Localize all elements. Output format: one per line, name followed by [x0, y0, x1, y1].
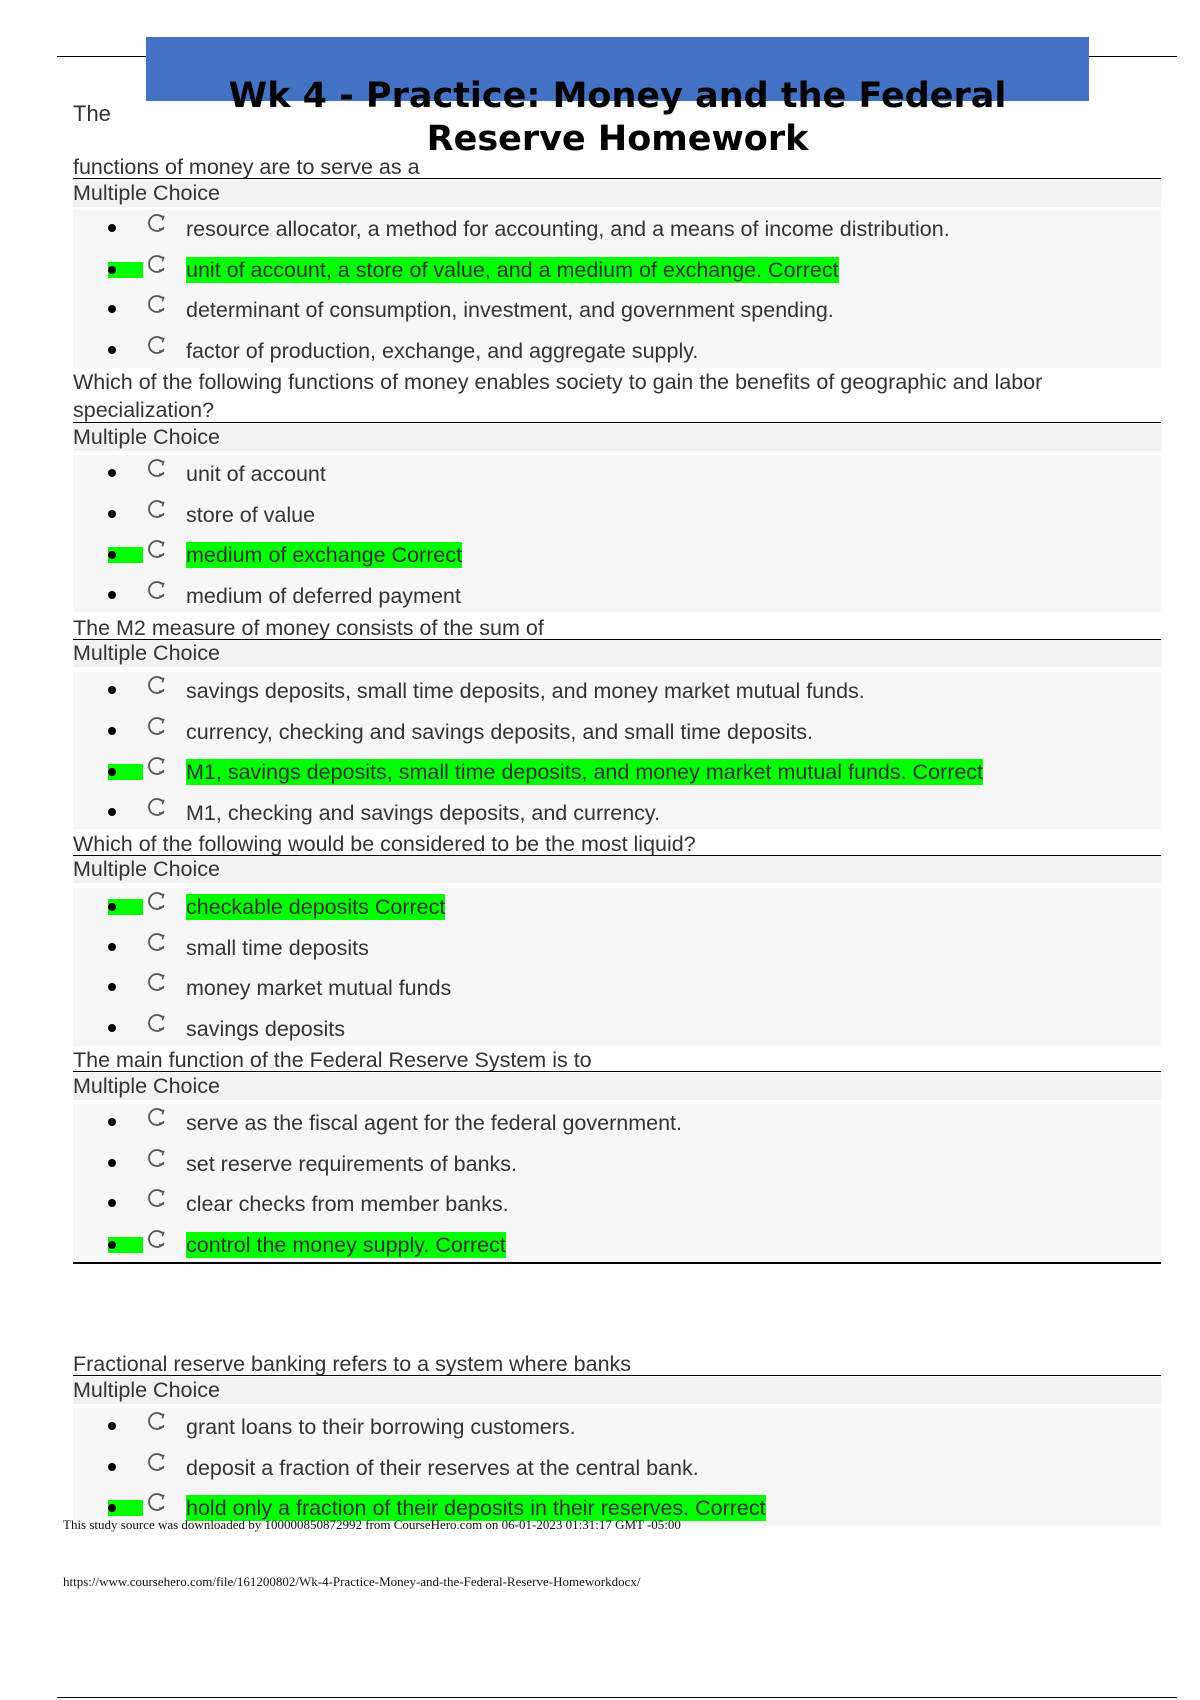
- choice-option[interactable]: [73, 577, 1161, 618]
- choice-option[interactable]: [73, 1185, 1161, 1226]
- choice-option[interactable]: [73, 291, 1161, 332]
- correct-choice-label: medium of exchange Correct: [186, 543, 463, 567]
- radio-refresh-icon[interactable]: [147, 1491, 169, 1513]
- bullet-icon: [108, 903, 116, 911]
- bullet-icon: [108, 808, 116, 816]
- bottom-page-rule: [57, 1697, 1177, 1698]
- correct-choice-label: M1, savings deposits, small time deposits, and money market mutual funds. Correct: [186, 760, 984, 784]
- choice-label: money market mutual funds: [186, 976, 452, 1000]
- choice-option[interactable]: [73, 536, 1161, 577]
- radio-refresh-icon[interactable]: [147, 1106, 169, 1128]
- bullet-icon: [108, 469, 116, 477]
- page-title-line-2: Reserve Homework: [426, 119, 809, 159]
- choice-option[interactable]: [73, 1226, 1161, 1267]
- bullet-icon: [108, 305, 116, 313]
- choice-option[interactable]: [73, 929, 1161, 970]
- choice-option[interactable]: [73, 1408, 1161, 1449]
- radio-refresh-icon[interactable]: [147, 1451, 169, 1473]
- choice-option[interactable]: [73, 1104, 1161, 1145]
- radio-refresh-icon[interactable]: [147, 1187, 169, 1209]
- question-2-text: Which of the following functions of money enables society to gain the benefits of geographic and labor specialization?: [73, 368, 1161, 423]
- choice-label: M1, checking and savings deposits, and currency.: [186, 800, 661, 825]
- choice-option[interactable]: [73, 1449, 1161, 1490]
- choice-option[interactable]: [73, 1145, 1161, 1186]
- question-6-text: Fractional reserve banking refers to a system where banks: [73, 1350, 1161, 1376]
- bullet-icon: [108, 1199, 116, 1207]
- choice-option[interactable]: [73, 210, 1161, 251]
- intro-word: The: [73, 101, 111, 126]
- bullet-icon: [108, 510, 116, 518]
- radio-refresh-icon[interactable]: [147, 1410, 169, 1432]
- bullet-icon: [108, 591, 116, 599]
- bullet-icon: [108, 686, 116, 694]
- question-5-text: The main function of the Federal Reserve System is to: [73, 1046, 1161, 1072]
- radio-refresh-icon[interactable]: [147, 253, 169, 275]
- choice-label: store of value: [186, 502, 316, 527]
- radio-refresh-icon[interactable]: [147, 715, 169, 737]
- question-6-choices: [73, 1408, 1161, 1526]
- question-2-type-label: Multiple Choice: [73, 424, 1161, 451]
- choice-label: factor of production, exchange, and aggregate supply.: [186, 338, 699, 363]
- choice-option[interactable]: [73, 713, 1161, 754]
- radio-refresh-icon[interactable]: [147, 931, 169, 953]
- bullet-icon: [108, 266, 116, 274]
- choice-label: set reserve requirements of banks.: [186, 1151, 518, 1176]
- question-5-type-label: Multiple Choice: [73, 1073, 1161, 1100]
- bullet-icon: [108, 727, 116, 735]
- choice-label: determinant of consumption, investment, and government spending.: [186, 298, 834, 322]
- question-5-bottom-rule: [73, 1262, 1161, 1264]
- choice-option[interactable]: [73, 332, 1161, 373]
- choice-option[interactable]: [73, 251, 1161, 292]
- choice-option[interactable]: [73, 969, 1161, 1010]
- choice-label: clear checks from member banks.: [186, 1192, 509, 1216]
- question-6-type-label: Multiple Choice: [73, 1377, 1161, 1404]
- radio-refresh-icon[interactable]: [147, 457, 169, 479]
- bullet-icon: [108, 1422, 116, 1430]
- radio-refresh-icon[interactable]: [147, 212, 169, 234]
- question-5-choices: [73, 1104, 1161, 1262]
- page-title: [146, 75, 1089, 161]
- bullet-highlight: [108, 262, 143, 278]
- bullet-icon: [108, 551, 116, 559]
- radio-refresh-icon[interactable]: [147, 498, 169, 520]
- radio-refresh-icon[interactable]: [147, 796, 169, 818]
- question-4-type-label: Multiple Choice: [73, 856, 1161, 883]
- bullet-icon: [108, 1463, 116, 1471]
- bullet-highlight: [108, 764, 143, 780]
- choice-label: small time deposits: [186, 935, 369, 960]
- correct-choice-label: checkable deposits Correct: [186, 895, 446, 919]
- question-1-type-label: Multiple Choice: [73, 180, 1161, 207]
- footer-url: https://www.coursehero.com/file/161200802/Wk-4-Practice-Money-and-the-Federal-Reserve-Homeworkdocx/: [63, 1574, 641, 1589]
- correct-choice-label: hold only a fraction of their deposits in their reserves. Correct: [186, 1496, 766, 1520]
- bullet-icon: [108, 224, 116, 232]
- question-3-type-label: Multiple Choice: [73, 640, 1161, 667]
- choice-option[interactable]: [73, 496, 1161, 537]
- question-4-text: Which of the following would be considered to be the most liquid?: [73, 830, 1161, 856]
- correct-choice-label: unit of account, a store of value, and a medium of exchange. Correct: [186, 257, 839, 282]
- correct-choice-label: control the money supply. Correct: [186, 1232, 506, 1257]
- radio-refresh-icon[interactable]: [147, 971, 169, 993]
- bullet-icon: [108, 943, 116, 951]
- choice-label: resource allocator, a method for accounting, and a means of income distribution.: [186, 217, 950, 241]
- footer-source-line: This study source was downloaded by 100000850872992 from CourseHero.com on 06-01-2023 01:31:17 GMT -05:00: [63, 1517, 681, 1532]
- bullet-icon: [108, 346, 116, 354]
- page-title-line-1: Wk 4 - Practice: Money and the Federal: [228, 76, 1007, 116]
- bullet-icon: [108, 1504, 116, 1512]
- choice-option[interactable]: [73, 1010, 1161, 1051]
- question-3-choices: [73, 672, 1161, 829]
- choice-option[interactable]: [73, 672, 1161, 713]
- radio-refresh-icon[interactable]: [147, 755, 169, 777]
- choice-label: currency, checking and savings deposits, and small time deposits.: [186, 719, 813, 744]
- bullet-icon: [108, 983, 116, 991]
- bullet-highlight: [108, 547, 143, 563]
- choice-option[interactable]: [73, 888, 1161, 929]
- question-3-text: The M2 measure of money consists of the sum of: [73, 614, 1161, 640]
- radio-refresh-icon[interactable]: [147, 890, 169, 912]
- question-2-choices: [73, 455, 1161, 612]
- choice-option[interactable]: [73, 455, 1161, 496]
- bullet-icon: [108, 768, 116, 776]
- radio-refresh-icon[interactable]: [147, 1147, 169, 1169]
- radio-refresh-icon[interactable]: [147, 334, 169, 356]
- choice-option[interactable]: [73, 794, 1161, 835]
- choice-label: medium of deferred payment: [186, 583, 461, 608]
- bullet-icon: [108, 1118, 116, 1126]
- question-1-choices: [73, 210, 1161, 368]
- choice-option[interactable]: [73, 753, 1161, 794]
- radio-refresh-icon[interactable]: [147, 293, 169, 315]
- bullet-highlight: [108, 1500, 143, 1516]
- choice-label: savings deposits: [186, 1016, 345, 1041]
- question-4-choices: [73, 888, 1161, 1046]
- choice-label: grant loans to their borrowing customers.: [186, 1415, 576, 1439]
- radio-refresh-icon[interactable]: [147, 1012, 169, 1034]
- bullet-icon: [108, 1241, 116, 1249]
- radio-refresh-icon[interactable]: [147, 579, 169, 601]
- radio-refresh-icon[interactable]: [147, 674, 169, 696]
- bullet-highlight: [108, 1237, 143, 1253]
- radio-refresh-icon[interactable]: [147, 538, 169, 560]
- bullet-icon: [108, 1024, 116, 1032]
- choice-label: unit of account: [186, 462, 326, 486]
- choice-label: serve as the fiscal agent for the federal government.: [186, 1111, 682, 1135]
- bullet-highlight: [108, 899, 143, 915]
- question-1-text: functions of money are to serve as a: [73, 153, 1161, 179]
- choice-label: savings deposits, small time deposits, and money market mutual funds.: [186, 679, 865, 703]
- radio-refresh-icon[interactable]: [147, 1228, 169, 1250]
- choice-label: deposit a fraction of their reserves at the central bank.: [186, 1455, 699, 1480]
- bullet-icon: [108, 1159, 116, 1167]
